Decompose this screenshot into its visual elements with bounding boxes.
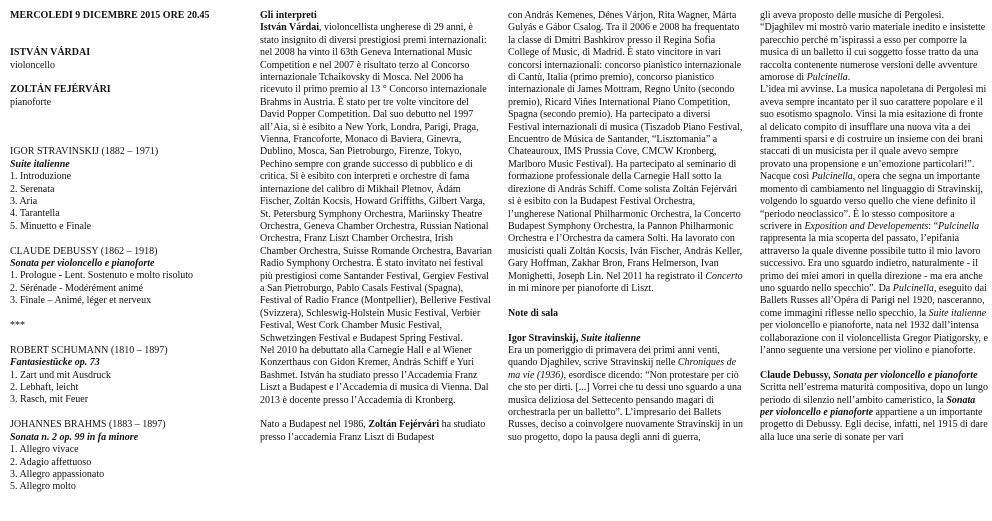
note-text: rappresenta la mia scoperta del passato, l’epifania attraverso la quale divenne possibile tutto il mio lavoro successivo. Era uno sguardo indietro, naturalmente - il primo dei miei amori in quella direzione - ma era anche uno sguardo nello specchio”. Da (760, 233, 983, 294)
movement: 1. Zart und mit Ausdruck (10, 369, 111, 381)
movement: 2. Sérénade - Modérément animé (10, 282, 144, 294)
program-item (10, 146, 236, 233)
movement: 3. Allegro appassionato (10, 468, 105, 480)
section-heading: Gli interpreti (260, 10, 317, 21)
note-title (760, 370, 988, 382)
work-reference: Concerto (705, 270, 743, 282)
work-title: Fantasiestücke op. 73 (10, 357, 100, 369)
performer-name: ZOLTÁN FEJÉRVÁRI (10, 84, 111, 96)
biography-text: , violoncellista ungherese di 29 anni, è stato insignito di diversi prestigiosi premi internazionali: nel 2008 ha vinto il 63th Geneva International Music Competition e nel 2007 è risultato terzo al Concorso internazionale Tchaikovsky di Mosca. Nel 2006 ha ricevuto il primo premio al 13 ° Concorso internazionale Brahms in Austria. È stato per tre volte vincitore del David Popper Competition. Dal suo debutto nel 1997 all’Aia, si è esibito a New York, Londra, Parigi, Praga, Vienna, Francoforte, Monaco di Baviera, Ginevra, Dublino, Mosca, San Pietroburgo, Firenze, Tokyo, Pechino sempre con grande successo di pubblico e di critica. Si è esibito con interpreti e orchestre di fama internazione del calibro di Mikhail Pletnov, Ádám Fischer, Zoltán Kocsis, Howard Griffiths, Gilbert Varga, St. Petersburg Symphony Orchestra, Mariinsky Theatre Orchestra, Geneva Chamber Orchestra, Russian National Orchestra, Franz Liszt Chamber Orchestra, Irish Chamber Orchestra, Suisse Romande Orchestra, Bavarian Radio Symphony Orchestra. È stato invitato nei festival più prestigiosi come Santander Festival, Gergiev Festival a San Pietroburgo, Pablo Casals Festival (Spagna), Festival of Radio France (Montpellier), Bellerive Festival (Svizzera), Schleswig-Holstein Music Festival, Verbier Festival, West Cork Chamber Music Festival, Schwetzingen Festival e Budapest Spring Festival. (260, 22, 492, 344)
work-reference: Pulcinella (892, 282, 934, 294)
section-heading: Note di sala (508, 307, 558, 319)
work-title: Sonata per violoncello e pianoforte (10, 258, 155, 270)
composer-name: CLAUDE DEBUSSY (1862 – 1918) (10, 245, 158, 257)
composer-name: Igor Stravinskij (508, 332, 576, 344)
note-text: gli aveva proposto delle musiche di Pergolesi. “Djaghilev mi mostrò vario materiale inedito e insistette parecchio perché m’ispirassi a esso per comporre la musica di un balletto il cui soggetto fosse tratto da una raccolta contenente numerose versioni delle avventure amorose di (760, 10, 986, 84)
movement: 4. Tarantella (10, 208, 60, 220)
performer-instrument: violoncello (10, 59, 55, 71)
note-text: Nacque così (760, 171, 812, 183)
work-reference: Pulcinella (806, 72, 848, 84)
note-text: Era un pomeriggio di primavera dei primi anni venti, quando Djaghilev, scrive Stravinskij nelle (508, 344, 720, 369)
note-text: , eseguito dai Ballets Russes all’Opéra di Parigi nel 1920, nasceranno, come immagini riflesse nello specchio, la (760, 282, 987, 319)
note-text: , opera che segna un importante momento di cambiamento nel linguaggio di Stravinskij, volgendo lo sguardo verso quello che viene definito il “periodo neoclassico”. È lo stesso compositore a scrivere in (760, 171, 984, 232)
work-title: Sonata n. 2 op. 99 in fa minore (10, 431, 139, 443)
title-separator: , (575, 332, 581, 344)
composer-name: JOHANNES BRAHMS (1883 – 1897) (10, 419, 166, 431)
fejervari-biography (260, 419, 492, 444)
performer-name: Zoltán Fejérvári (368, 419, 440, 431)
note-paragraph (760, 171, 988, 357)
composer-name: ROBERT SCHUMANN (1810 – 1897) (10, 344, 168, 356)
work-reference: Pulcinella (811, 171, 853, 183)
note-text: . (847, 72, 851, 84)
program-item (10, 246, 236, 308)
work-reference: Sonata per violoncello e pianoforte (760, 394, 976, 418)
note-paragraph (760, 10, 988, 84)
note-text: per violoncello e pianoforte, nata nel 1932 dall’intensa collaborazione con il violoncellista Gregor Piatigorsky, e l’anno seguente una versione per violino e pianoforte. (760, 320, 988, 356)
movement: 2. Serenata (10, 183, 55, 195)
program-item (10, 419, 236, 493)
note-paragraph (508, 345, 744, 444)
movement: 2. Lebhaft, leicht (10, 382, 79, 394)
biography-text: Nato a Budapest nel 1986, (260, 419, 369, 431)
work-reference: Exposition and Developements (804, 220, 929, 232)
note-text: : “ (928, 220, 939, 232)
movement: 5. Minuetto e Finale (10, 220, 92, 232)
title-separator: , (828, 369, 834, 381)
performers-column (260, 10, 492, 444)
movement: 3. Rasch, mit Feuer (10, 394, 89, 406)
note-paragraph: L’idea mi avvinse. La musica napoletana di Pergolesi mi aveva sempre incantato per il suo carattere popolare e il suo esotismo spagnolo. Vinsi la mia esitazione di fronte al delicato compito di insufflare una nuova vita a dei frammenti sparsi e di costruire un insieme con dei brani staccati di un musicista per il quale avevo sempre provato una propensione e un’emozione particolari!”. (760, 84, 987, 170)
notes-column-left (508, 10, 744, 444)
work-reference: Chroniques de ma vie (1936) (508, 357, 737, 381)
movement: 1. Allegro vivace (10, 444, 79, 456)
work-title: Suite italienne (580, 332, 641, 344)
movement: 1. Prologue - Lent. Sostenuto e molto risoluto (10, 270, 194, 282)
program-column (10, 10, 236, 494)
biography-text: ha studiato presso l’accademia Franz Liszt di Budapest (260, 419, 486, 443)
movement: 3. Finale – Animé, léger et nerveux (10, 295, 152, 307)
composer-name: Claude Debussy (760, 369, 829, 381)
intermission-separator: *** (10, 320, 25, 332)
program-item (10, 345, 236, 407)
biography-text: in mi minore per pianoforte di Liszt. (508, 282, 654, 294)
note-text: appartiene a un importante progetto di Debussy. Egli decise, infatti, nel 1915 di dare alla luce una serie di sonate per vari (760, 406, 988, 443)
performer-name: István Várdai (260, 22, 319, 34)
work-reference: Pulcinella (938, 220, 980, 232)
performer-instrument: pianoforte (10, 96, 52, 108)
note-title (508, 333, 744, 345)
movement: 1. Introduzione (10, 171, 72, 183)
composer-name: IGOR STRAVINSKIJ (1882 – 1971) (10, 146, 159, 158)
work-title: Sonata per violoncello e pianoforte (833, 369, 978, 381)
performer-name: ISTVÁN VÁRDAI (10, 47, 91, 59)
biography-text: con András Kemenes, Dénes Várjon, Rita Wagner, Márta Gulyás e Gábor Csalog. Tra il 2006 e 2008 ha frequentato la classe di Dmitri Bashkirov presso il Regina Sofia College of Music, di Madrid. È stato vincitore in vari concorsi internazionali: concorso pianistico internazionale di Cantù, Italia (primo premio), concorso pianistico internazionale di James Mottram, Regno Unito (secondo premio), Ricard Viñes International Piano Competition, Spagna (secondo premio). Ha partecipato a diversi Festival internazionali di musica (Tiszadob Piano Festival, Encuentro de Música de Santander, “Lisztomania” a Chateauroux, IMS Prussia Cove, CMCW Kronberg, Marlboro Music Festival). Ha partecipato al seminario di formazione professionale della Carnegie Hall sotto la direzione di András Schiff. Come solista Zoltán Fejérvári si è esibito con la Budapest Festival Orchestra, l’ungherese National Philharmonic Orchestra, la Concerto Budapest Symphony Orchestra, la Pannon Philharmonic Orchestra e l’Orchestra da camera Solti. Ha lavorato con musicisti quali Zoltán Kocsis, Iván Fischer, András Keller, Gary Hoffman, Zakhar Bron, Frans Helmerson, Ivan Monighetti, Joseph Lin. Nel 2011 ha registrato il (508, 10, 743, 282)
work-title: Suite italienne (10, 158, 70, 170)
fejervari-biography-continued (508, 10, 744, 295)
biography-text: Nel 2010 ha debuttato alla Carnegie Hall e al Wiener Konzerthaus con Gidon Kremer, András Schiff e Yuri Bashmet. István ha studiato presso l’Accademia Franz Liszt a Budapest e l’Accademia di musica di Vienna. Dal 2013 è docente presso l’Accademia di Kronberg. (260, 344, 489, 406)
vardai-biography (260, 22, 492, 345)
note-text: Scritta nell’estrema maturità compositiva, dopo un lungo periodo di silenzio nell’ambito cameristico, la (760, 382, 988, 406)
note-text: , esordisce dicendo: “Non protestare per ciò che sto per dirti. [...] Vorrei che tu dessi uno sguardo a una musica deliziosa del Settecento pensando magari di orchestrarla per un balletto”. L’impresario dei Ballets Russes, deciso a coinvolgere nuovamente Stravinskij in un suo progetto, dopo la pausa degli anni di guerra, (508, 369, 743, 443)
movement: 2. Adagio affettuoso (10, 456, 92, 468)
note-paragraph (760, 382, 988, 444)
movement: 3. Aria (10, 196, 38, 208)
work-reference: Suite italienne (928, 307, 987, 319)
notes-column-right (760, 10, 988, 444)
movement: 5. Allegro molto (10, 481, 76, 493)
concert-date: MERCOLEDÌ 9 DICEMBRE 2015 ORE 20.45 (10, 10, 210, 21)
